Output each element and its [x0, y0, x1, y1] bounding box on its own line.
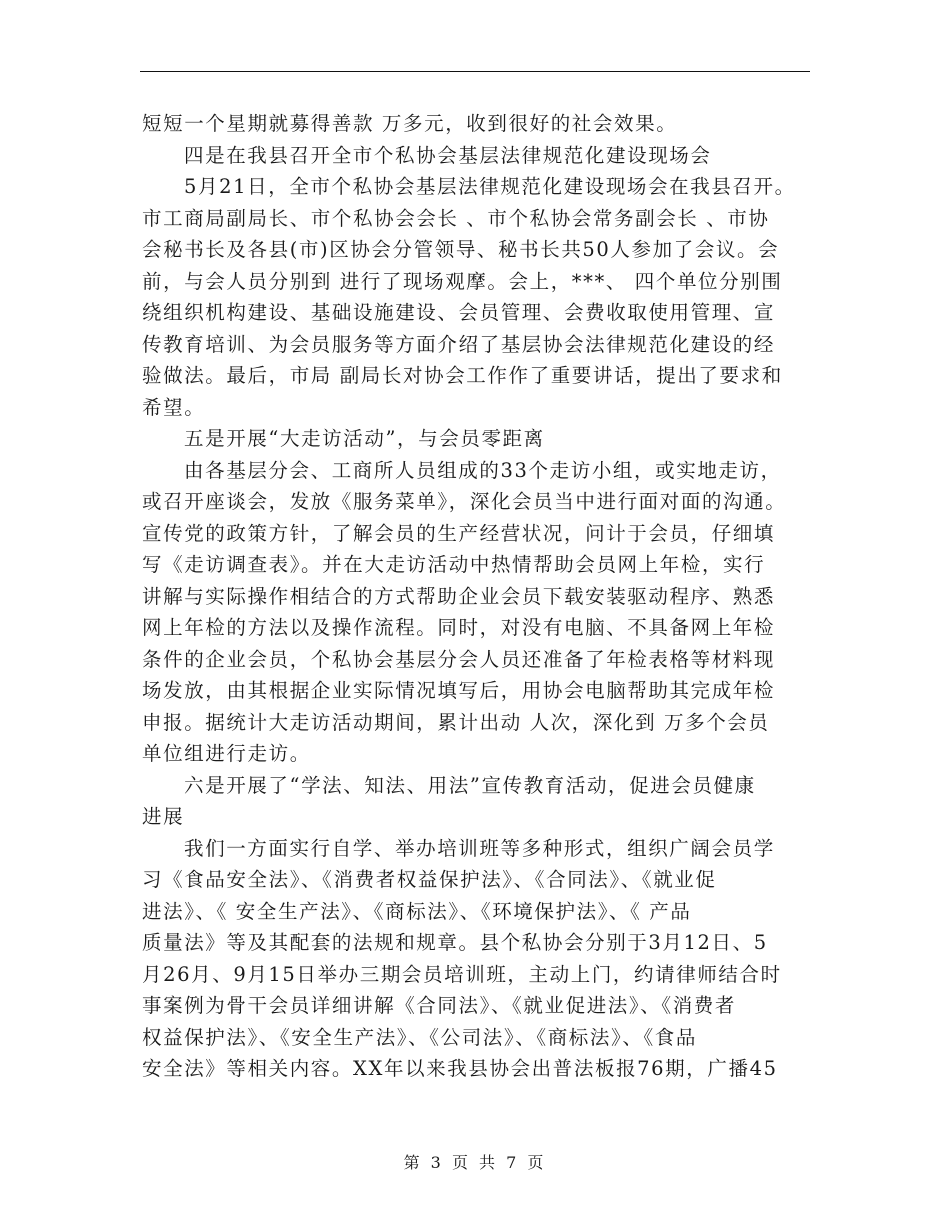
- paragraph-start: 由各基层分会、工商所人员组成的33个走访小组，或实地走访，: [184, 458, 782, 482]
- page-footer: 第 3 页 共 7 页: [403, 1153, 547, 1172]
- section-heading: 六是开展了“学法、知法、用法”宣传教育活动，促进会员健康: [184, 773, 756, 797]
- text-line: 习《食品安全法》、《消费者权益保护法》、《合同法》、《就业促: [142, 868, 717, 891]
- text-line: 会秘书长及各县(市)区协会分管领导、秘书长共50人参加了会议。会: [142, 238, 780, 261]
- text-line: 场发放，由其根据企业实际情况填写后，用协会电脑帮助其完成年检: [142, 679, 776, 702]
- text-line: 传教育培训、为会员服务等方面介绍了基层协会法律规范化建设的经: [142, 332, 776, 356]
- text-line: 绕组织机构建设、基础设施建设、会员管理、会费收取使用管理、宣: [142, 301, 776, 324]
- text-line: 申报。据统计大走访活动期间，累计出动 人次，深化到 万多个会员: [142, 710, 770, 734]
- text-line: 进展: [142, 805, 185, 828]
- text-line: 月26月、9月15日举办三期会员培训班，主动上门，约请律师结合时: [142, 962, 782, 986]
- paragraph-start: 我们一方面实行自学、举办培训班等多种形式，组织广阔会员学: [184, 836, 775, 860]
- document-body: [142, 108, 810, 1085]
- header-rule: [140, 71, 810, 72]
- text-line: 宣传党的政策方针，了解会员的生产经营状况，问计于会员，仔细填: [142, 521, 776, 545]
- text-line: 希望。: [142, 395, 206, 419]
- text-line: 权益保护法》、《安全生产法》、《公司法》、《商标法》、《食品: [142, 1025, 698, 1049]
- section-heading: 五是开展“大走访活动”，与会员零距离: [184, 427, 545, 450]
- text-line: 前，与会人员分别到 进行了现场观摩。会上，***、 四个单位分别围: [142, 269, 783, 293]
- text-line: 安全法》等相关内容。XX年以来我县协会出普法板报76期，广播45: [142, 1057, 778, 1080]
- text-line: 质量法》等及其配套的法规和规章。县个私协会分别于3月12日、5: [142, 931, 768, 954]
- text-line: 条件的企业会员，个私协会基层分会人员还准备了年检表格等材料现: [142, 647, 776, 671]
- text-line: 短短一个星期就募得善款 万多元，收到很好的社会效果。: [142, 112, 678, 135]
- text-line: 网上年检的方法以及操作流程。同时，对没有电脑、不具备网上年检: [142, 616, 776, 639]
- text-line: 市工商局副局长、市个私协会会长 、市个私协会常务副会长 、市协: [142, 206, 770, 230]
- section-heading: 四是在我县召开全市个私协会基层法律规范化建设现场会: [184, 143, 712, 167]
- paragraph-start: 5月21日，全市个私协会基层法律规范化建设现场会在我县召开。: [184, 175, 796, 198]
- text-line: 讲解与实际操作相结合的方式帮助企业会员下载安装驱动程序、熟悉: [142, 584, 776, 608]
- text-line: 单位组进行走访。: [142, 742, 311, 765]
- text-line: 或召开座谈会，发放《服务菜单》，深化会员当中进行面对面的沟通。: [142, 490, 787, 513]
- text-line: 进法》、《 安全生产法》、《商标法》、《环境保护法》、《 产品: [142, 899, 692, 923]
- text-line: 验做法。最后，市局 副局长对协会工作作了重要讲话，提出了要求和: [142, 364, 783, 387]
- text-line: 写《走访调查表》。并在大走访活动中热情帮助会员网上年检，实行: [142, 553, 766, 576]
- text-line: 事案例为骨干会员详细讲解《合同法》、《就业促进法》、《消费者: [142, 994, 737, 1017]
